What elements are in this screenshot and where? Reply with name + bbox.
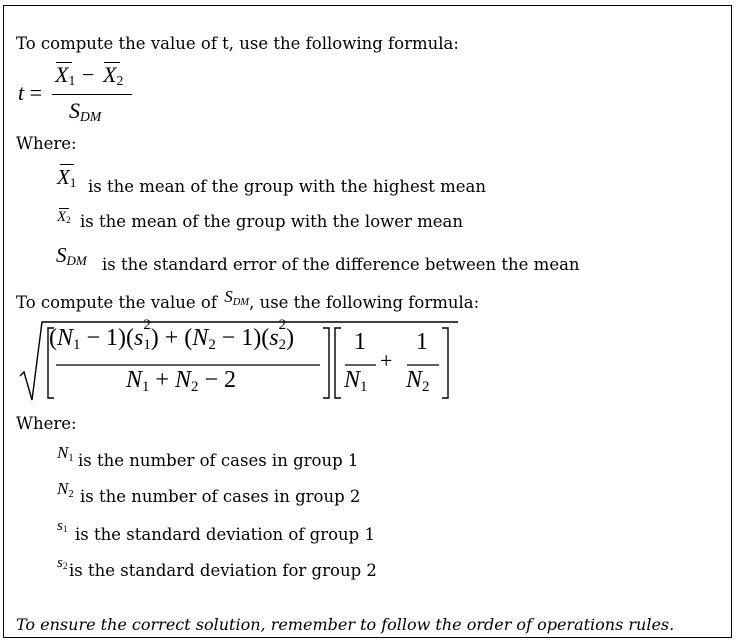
def-x2: is the mean of the group with the lower mean bbox=[80, 212, 464, 231]
sdm-symbol: SDM bbox=[56, 243, 87, 269]
where-label-2: Where: bbox=[16, 414, 77, 433]
footer-note: To ensure the correct solution, remember to follow the order of operations rules. bbox=[16, 615, 675, 634]
intro-t-text: To compute the value of t, use the following formula: bbox=[16, 34, 459, 53]
s2-symbol: s2 bbox=[57, 555, 68, 573]
def-s1: is the standard deviation of group 1 bbox=[75, 525, 375, 544]
def-x1: is the mean of the group with the highest mean bbox=[88, 177, 486, 196]
def-n1: is the number of cases in group 1 bbox=[78, 451, 359, 470]
where-label-1: Where: bbox=[16, 134, 77, 153]
document-frame: To compute the value of t, use the following formula: t = X1 − X2 SDM Where: X1 is the mean of the group with the highest mean X2 is the mean of the group with the lower mean SDM is the standard error of the difference between the mean To compute the value of SDM, use the following formula: (N1 − 1)(s 2 1) + (N2 − 1)(s 2 2) N1 + N2 − 2 1 N1 + 1 N2 Where: N1 is the number of cases in group 1 N2 is the number of cases in group 2 s1 is the standard deviation of group 1 s2 is the standard deviation for group 2 To ensure the correct solution, remember to follow the order of operations rules. bbox=[3, 5, 732, 638]
def-s2: is the standard deviation for group 2 bbox=[69, 561, 377, 580]
intro-sdm-part-b: , use the following formula: bbox=[249, 293, 480, 312]
x2-symbol: X2 bbox=[57, 209, 71, 227]
s1-symbol: s1 bbox=[57, 518, 68, 536]
sdm-inline-symbol: SDM bbox=[224, 287, 250, 308]
intro-sdm-text bbox=[16, 287, 480, 312]
def-n2: is the number of cases in group 2 bbox=[80, 487, 361, 506]
n1-symbol: N1 bbox=[57, 443, 74, 464]
n2-symbol: N2 bbox=[57, 479, 74, 500]
def-sdm: is the standard error of the difference between the mean bbox=[102, 255, 580, 274]
intro-sdm-part-a: To compute the value of bbox=[16, 293, 217, 312]
x1-symbol: X1 bbox=[57, 165, 77, 191]
